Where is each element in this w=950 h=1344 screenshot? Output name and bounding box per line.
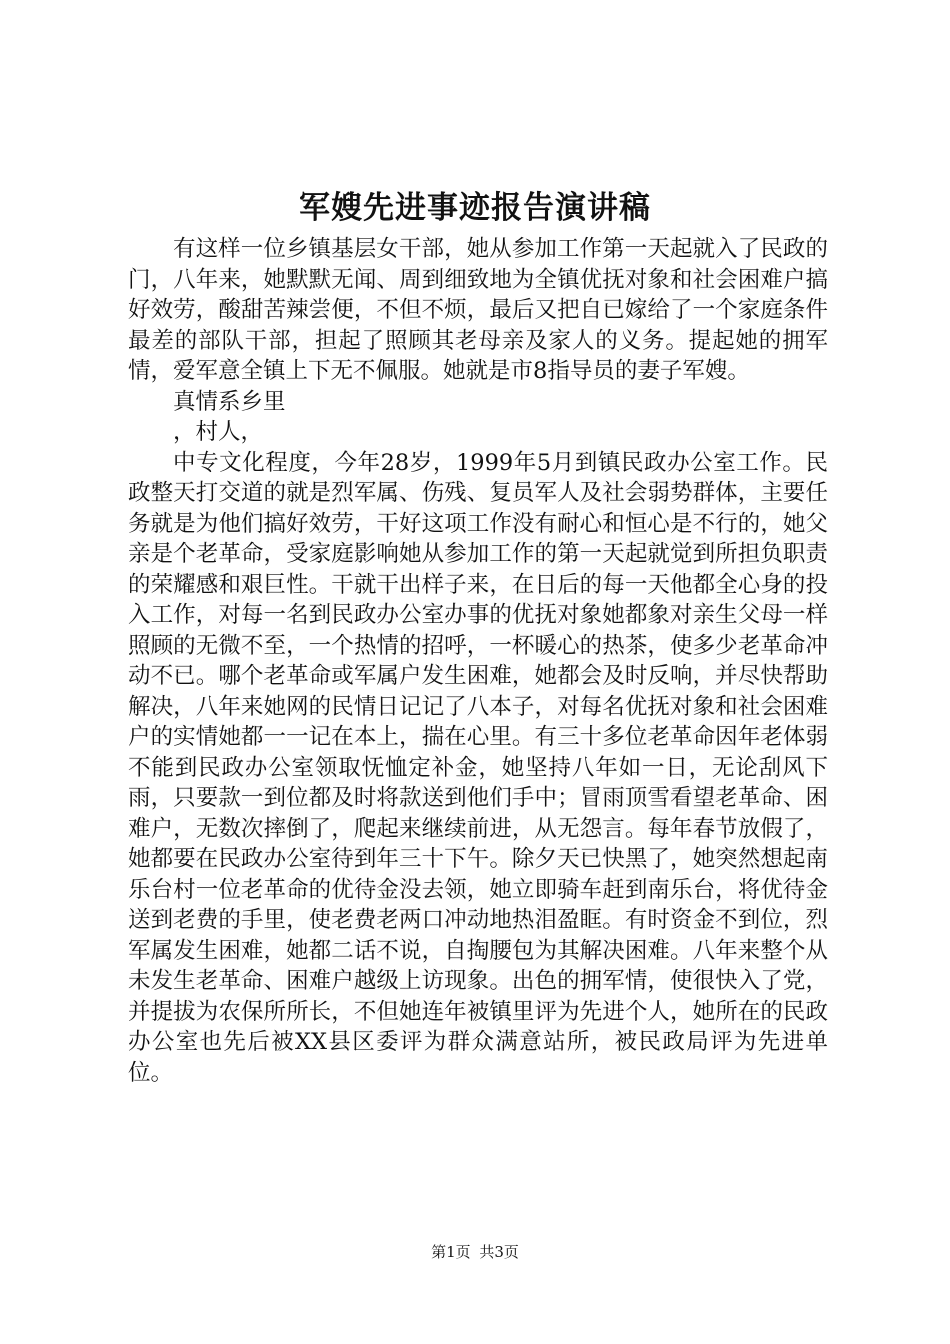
paragraph-person: ，村人，: [173, 419, 264, 445]
document-title: 军嫂先进事迹报告演讲稿: [299, 190, 651, 226]
section-heading: 真情系乡里: [173, 388, 286, 415]
page-footer: [0, 1242, 950, 1262]
page-total: 共3页: [479, 1243, 519, 1261]
document-body: [128, 234, 828, 1088]
paragraph-intro: 有这样一位乡镇基层女干部，她从参加工作第一天起就入了民政的门，八年来，她默默无闻、周到细致地为全镇优抚对象和社会困难户搞好效劳，酸甜苦辣尝便，不但不烦，最后又把自已嫁给了一个家庭条件最差的部队干部，担起了照顾其老母亲及家人的义务。提起她的拥军情，爱军意全镇上下无不佩服。她就是市8指导员的妻子军嫂。: [128, 236, 828, 384]
paragraph-main: 中专文化程度，今年28岁，1999年5月到镇民政办公室工作。民政整天打交道的就是烈军属、伤残、复员军人及社会弱势群体，主要任务就是为他们搞好效劳，干好这项工作没有耐心和恒心是不行的，她父亲是个老革命，受家庭影响她从参加工作的第一天起就觉到所担负职责的荣耀感和艰巨性。干就干出样子来，在日后的每一天他都全心身的投入工作，对每一名到民政办公室办事的优抚对象她都象对亲生父母一样照顾的无微不至，一个热情的招呼，一杯暖心的热茶，使多少老革命冲动不已。哪个老革命或军属户发生困难，她都会及时反响，并尽快帮助解决，八年来她网的民情日记记了八本子，对每名优抚对象和社会困难户的实情她都一一记在本上，揣在心里。有三十多位老革命因年老体弱不能到民政办公室领取怃恤定补金，她坚持八年如一日，无论刮风下雨，只要款一到位都及时将款送到他们手中；冒雨顶雪看望老革命、困难户，无数次摔倒了，爬起来继续前进，从无怨言。每年春节放假了，她都要在民政办公室待到年三十下午。除夕天已快黑了，她突然想起南乐台村一位老革命的优待金没去领，她立即骑车赶到南乐台，将优待金送到老费的手里，使老费老两口冲动地热泪盈眶。有时资金不到位，烈军属发生困难，她都二话不说，自掏腰包为其解决困难。八年来整个从未发生老革命、困难户越级上访现象。出色的拥军情，使很快入了党，并提拔为农保所所长，不但她连年被镇里评为先进个人，她所在的民政办公室也先后被XX县区委评为群众满意站所，被民政局评为先进单位。: [128, 449, 828, 1086]
page-number: 第1页: [431, 1243, 471, 1261]
